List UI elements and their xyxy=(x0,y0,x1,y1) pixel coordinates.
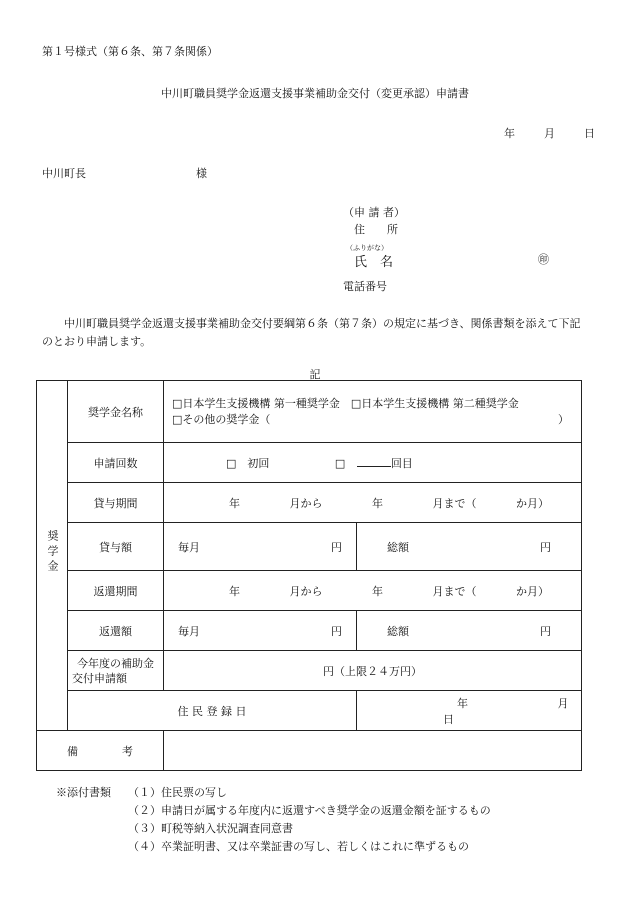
applicant-heading: （申 請 者） xyxy=(343,206,405,219)
subsidy-label xyxy=(68,651,164,691)
scholarship-options-row1: □日本学生支援機構 第一種奨学金 □日本学生支援機構 第二種奨学金 xyxy=(172,396,519,410)
subsidy-label-line2: 交付申請額 xyxy=(72,671,127,685)
attachment-item: （１）住民票の写し xyxy=(128,786,227,799)
residence-month: 月 xyxy=(557,696,569,710)
body-text: 中川町職員奨学金返還支援事業補助金交付要綱第６条（第７条）の規定に基づき、関係書類を添えて下記のとおり申請します。 xyxy=(42,317,581,348)
ki-heading: 記 xyxy=(309,368,321,381)
loan-total-label: 総額 xyxy=(387,540,409,554)
first-time-option[interactable]: □ 初回 xyxy=(226,456,270,470)
loan-monthly-yen: 円 xyxy=(331,540,342,554)
repay-from-year: 年 xyxy=(229,584,240,598)
repay-total-field[interactable] xyxy=(357,611,582,651)
repay-months: か月） xyxy=(516,584,549,598)
nth-time-suffix: 回目 xyxy=(390,456,413,470)
repay-monthly-label: 毎月 xyxy=(178,624,200,638)
name-label: 氏 名 xyxy=(354,255,394,270)
residence-date-label: 住 民 登 録 日 xyxy=(68,691,357,731)
loan-monthly-label: 毎月 xyxy=(178,540,200,554)
application-count-label: 申請回数 xyxy=(68,443,164,483)
loan-to-month: 月まで（ xyxy=(432,496,477,510)
attachment-item: （２）申請日が属する年度内に返還すべき奨学金の返還金額を証するもの xyxy=(128,804,491,817)
application-table xyxy=(36,380,582,771)
repay-from-month: 月から xyxy=(289,584,323,598)
date-year: 年 xyxy=(504,127,515,140)
residence-year: 年 xyxy=(457,696,468,710)
repay-to-month: 月まで（ xyxy=(432,584,477,598)
loan-from-year: 年 xyxy=(229,496,240,510)
repay-to-year: 年 xyxy=(372,584,383,598)
scholarship-name-options[interactable] xyxy=(164,381,582,443)
repay-total-yen: 円 xyxy=(540,624,551,638)
page-title: 中川町職員奨学金返還支援事業補助金交付（変更承認）申請書 xyxy=(161,87,469,100)
residence-day: 日 xyxy=(443,712,454,726)
attachment-item: （３）町税等納入状況調査同意書 xyxy=(128,822,293,835)
date-line xyxy=(504,125,595,141)
form-number: 第１号様式（第６条、第７条関係） xyxy=(42,45,218,58)
subsidy-field[interactable] xyxy=(164,651,582,691)
loan-period-label: 貸与期間 xyxy=(68,483,164,523)
phone-label: 電話番号 xyxy=(343,280,387,293)
loan-from-month: 月から xyxy=(289,496,323,510)
attachments-heading: ※添付書類 xyxy=(56,786,111,799)
scholarship-other-label: □その他の奨学金（ xyxy=(172,412,271,426)
repay-period-label: 返還期間 xyxy=(68,571,164,611)
loan-monthly-field[interactable] xyxy=(164,523,357,571)
furigana-label: （ふりがな） xyxy=(346,244,388,252)
attachment-item: （４）卒業証明書、又は卒業証書の写し、若しくはこれに準ずるもの xyxy=(128,840,469,853)
application-count-field[interactable] xyxy=(164,443,582,483)
addressee: 中川町長 xyxy=(42,167,86,180)
nth-time-checkbox[interactable]: □ xyxy=(334,456,346,470)
date-day: 日 xyxy=(584,127,595,140)
repay-period-field[interactable] xyxy=(164,571,582,611)
subsidy-value: 円（上限２４万円） xyxy=(323,664,422,678)
repay-total-label: 総額 xyxy=(387,624,409,638)
residence-date-field[interactable] xyxy=(357,691,582,731)
loan-period-field[interactable] xyxy=(164,483,582,523)
nth-time-blank[interactable] xyxy=(357,456,391,467)
seal-mark: ㊞ xyxy=(538,253,549,266)
address-label: 住 所 xyxy=(354,223,398,236)
remarks-label: 備 考 xyxy=(37,731,164,771)
scholarship-side-label: 奨学金 xyxy=(37,381,68,731)
loan-to-year: 年 xyxy=(372,496,383,510)
honorific: 様 xyxy=(196,167,207,180)
loan-total-field[interactable] xyxy=(357,523,582,571)
scholarship-name-label: 奨学金名称 xyxy=(68,381,164,443)
loan-months: か月） xyxy=(516,496,549,510)
date-month: 月 xyxy=(544,127,555,140)
repay-monthly-field[interactable] xyxy=(164,611,357,651)
repay-monthly-yen: 円 xyxy=(331,624,342,638)
loan-total-yen: 円 xyxy=(540,540,551,554)
attachments-list xyxy=(56,784,491,856)
subsidy-label-line1: 今年度の補助金 xyxy=(77,656,154,670)
scholarship-other-close: ） xyxy=(558,412,569,426)
remarks-field[interactable] xyxy=(164,731,582,771)
repay-amount-label: 返還額 xyxy=(68,611,164,651)
loan-amount-label: 貸与額 xyxy=(68,523,164,571)
